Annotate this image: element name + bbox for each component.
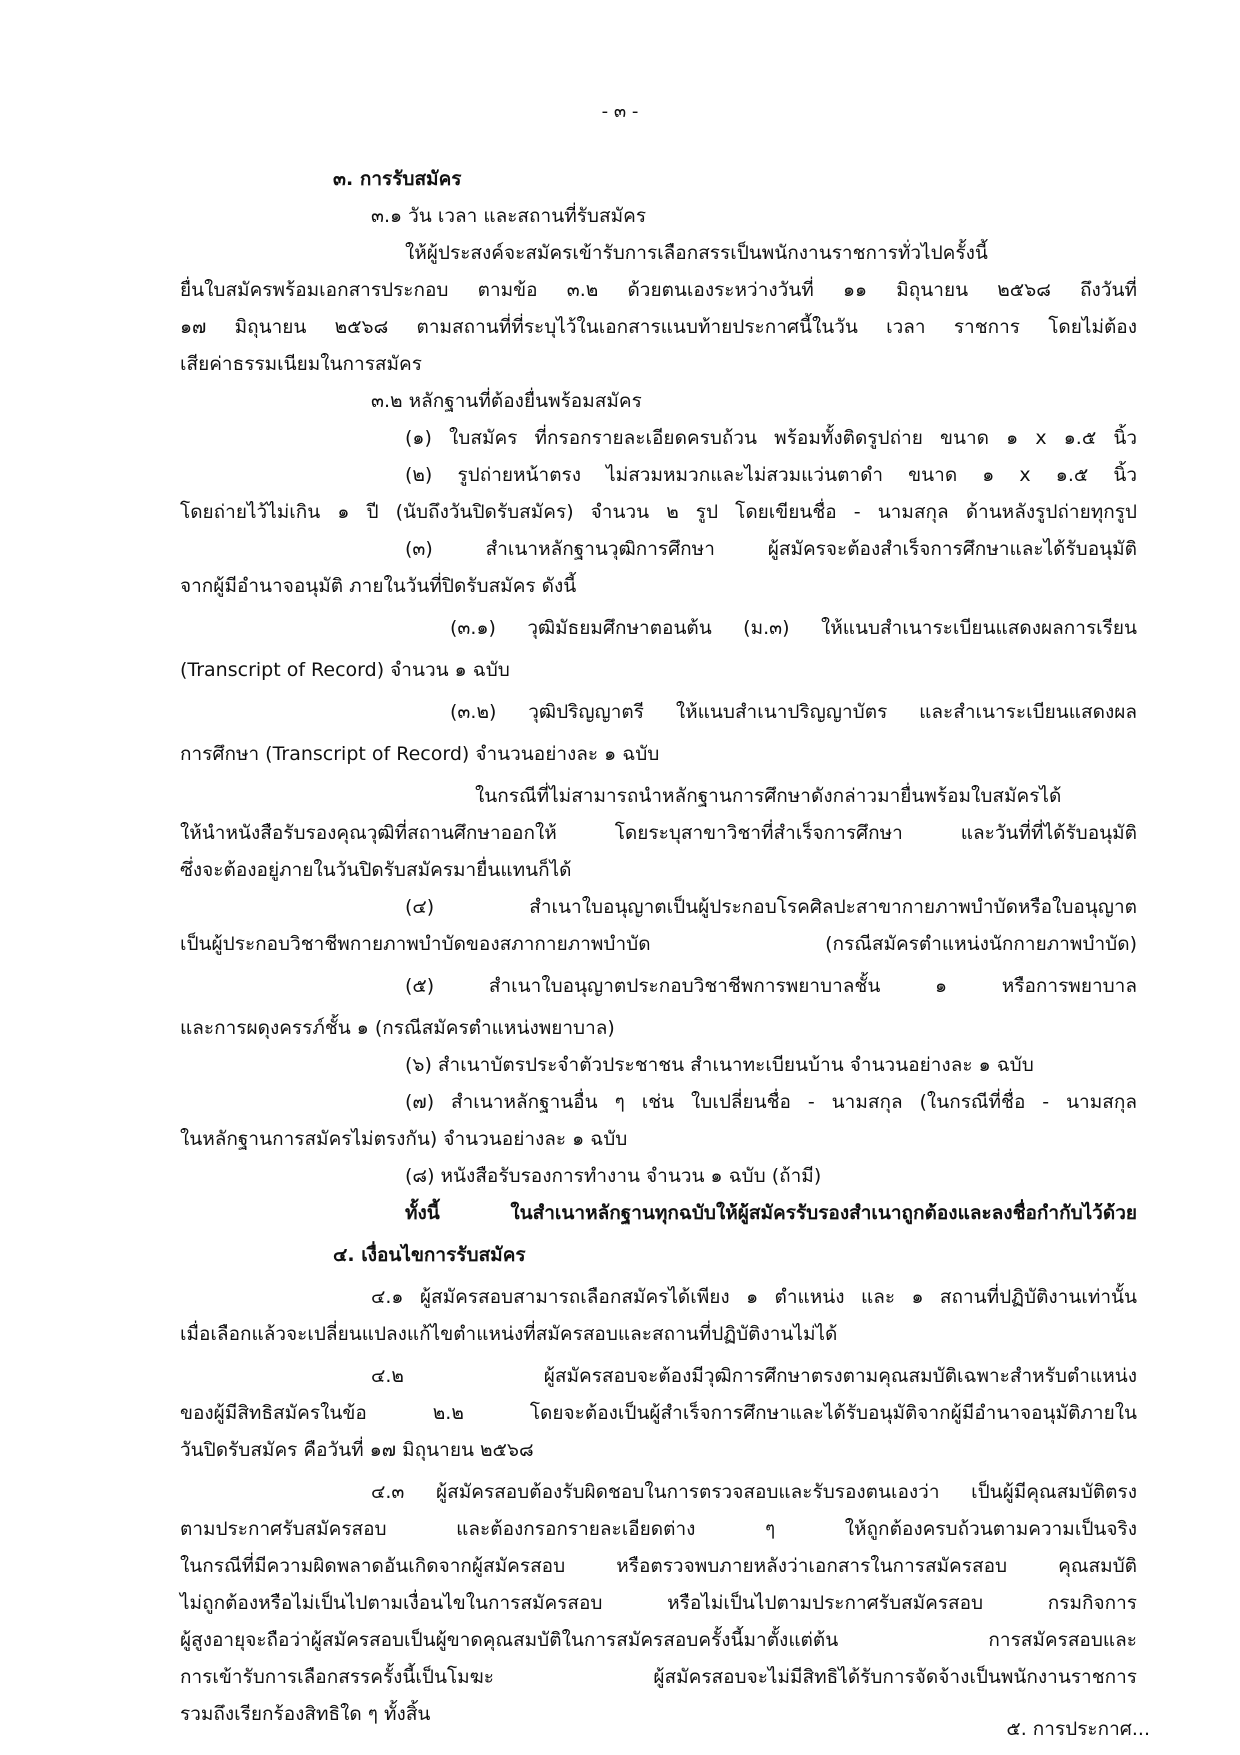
list-item: (๕) สำเนาใบอนุญาตประกอบวิชาชีพการพยาบาลชั้น ๑ หรือการพยาบาล (405, 975, 1137, 997)
certification-note: ทั้งนี้ ในสำเนาหลักฐานทุกฉบับให้ผู้สมัครรับรองสำเนาถูกต้องและลงชื่อกำกับไว้ด้วย (405, 1202, 1137, 1224)
list-item: (๓.๒) วุฒิปริญญาตรี ให้แนบสำเนาปริญญาบัตร และสำเนาระเบียนแสดงผล (450, 701, 1137, 723)
paragraph-line: ของผู้มีสิทธิสมัครในข้อ ๒.๒ โดยจะต้องเป็นผู้สำเร็จการศึกษาและได้รับอนุมัติจากผู้มีอำนาจอนุมัติภายใน (180, 1402, 1137, 1424)
subsection-3-1-heading: ๓.๑ วัน เวลา และสถานที่รับสมัคร (371, 205, 647, 227)
paragraph-line: (Transcript of Record) จำนวน ๑ ฉบับ (180, 659, 510, 681)
section-3-heading: ๓. การรับสมัคร (333, 168, 462, 190)
paragraph-line: ยื่นใบสมัครพร้อมเอกสารประกอบ ตามข้อ ๓.๒ ด้วยตนเองระหว่างวันที่ ๑๑ มิถุนายน ๒๕๖๘ ถึงวันที่ (180, 279, 1137, 301)
paragraph-line: การเข้ารับการเลือกสรรครั้งนี้เป็นโมฆะ ผู้สมัครสอบจะไม่มีสิทธิได้รับการจัดจ้างเป็นพนักงานราชการ (180, 1666, 1137, 1688)
paragraph-line: ในกรณีที่มีความผิดพลาดอันเกิดจากผู้สมัครสอบ หรือตรวจพบภายหลังว่าเอกสารในการสมัครสอบ คุณสมบัติ (180, 1555, 1137, 1577)
list-item: (๖) สำเนาบัตรประจำตัวประชาชน สำเนาทะเบียนบ้าน จำนวนอย่างละ ๑ ฉบับ (405, 1054, 1034, 1076)
list-item: (๗) สำเนาหลักฐานอื่น ๆ เช่น ใบเปลี่ยนชื่อ - นามสกุล (ในกรณีที่ชื่อ - นามสกุล (405, 1091, 1137, 1113)
paragraph-line: การศึกษา (Transcript of Record) จำนวนอย่างละ ๑ ฉบับ (180, 743, 660, 765)
paragraph-line: ๔.๒ ผู้สมัครสอบจะต้องมีวุฒิการศึกษาตรงตามคุณสมบัติเฉพาะสำหรับตำแหน่ง (371, 1365, 1137, 1387)
paragraph-line: รวมถึงเรียกร้องสิทธิใด ๆ ทั้งสิ้น (180, 1703, 431, 1725)
paragraph-line: ผู้สูงอายุจะถือว่าผู้สมัครสอบเป็นผู้ขาดคุณสมบัติในการสมัครสอบครั้งนี้มาตั้งแต่ต้น การสมัครสอบและ (180, 1629, 1137, 1651)
page-number: - ๓ - (601, 101, 639, 122)
paragraph-line: ซึ่งจะต้องอยู่ภายในวันปิดรับสมัครมายื่นแทนก็ได้ (180, 859, 572, 881)
paragraph-line: ตามประกาศรับสมัครสอบ และต้องกรอกรายละเอียดต่าง ๆ ให้ถูกต้องครบถ้วนตามความเป็นจริง (180, 1518, 1137, 1540)
paragraph-line: ให้ผู้ประสงค์จะสมัครเข้ารับการเลือกสรรเป็นพนักงานราชการทั่วไปครั้งนี้ (405, 242, 988, 264)
list-item: (๓.๑) วุฒิมัธยมศึกษาตอนต้น (ม.๓) ให้แนบสำเนาระเบียนแสดงผลการเรียน (450, 617, 1137, 639)
paragraph-line: ๑๗ มิถุนายน ๒๕๖๘ ตามสถานที่ที่ระบุไว้ในเอกสารแนบท้ายประกาศนี้ในวัน เวลา ราชการ โดยไม่ต้อง (180, 316, 1137, 338)
continuation-footer: ๕. การประกาศ... (1006, 1718, 1150, 1740)
paragraph-line: ๔.๓ ผู้สมัครสอบต้องรับผิดชอบในการตรวจสอบและรับรองตนเองว่า เป็นผู้มีคุณสมบัติตรง (371, 1481, 1137, 1503)
paragraph-line: เสียค่าธรรมเนียมในการสมัคร (180, 353, 422, 375)
list-item: (๓) สำเนาหลักฐานวุฒิการศึกษา ผู้สมัครจะต้องสำเร็จการศึกษาและได้รับอนุมัติ (405, 538, 1137, 560)
paragraph-line: วันปิดรับสมัคร คือวันที่ ๑๗ มิถุนายน ๒๕๖๘ (180, 1439, 534, 1461)
list-item: (๔) สำเนาใบอนุญาตเป็นผู้ประกอบโรคศิลปะสาขากายภาพบำบัดหรือใบอนุญาต (405, 896, 1137, 918)
paragraph-line: ในกรณีที่ไม่สามารถนำหลักฐานการศึกษาดังกล่าวมายื่นพร้อมใบสมัครได้ (475, 785, 1062, 807)
paragraph-line: ไม่ถูกต้องหรือไม่เป็นไปตามเงื่อนไขในการสมัครสอบ หรือไม่เป็นไปตามประกาศรับสมัครสอบ กรมกิจการ (180, 1592, 1137, 1614)
paragraph-line: จากผู้มีอำนาจอนุมัติ ภายในวันที่ปิดรับสมัคร ดังนี้ (180, 575, 577, 597)
list-item: (๑) ใบสมัคร ที่กรอกรายละเอียดครบถ้วน พร้อมทั้งติดรูปถ่าย ขนาด ๑ x ๑.๕ นิ้ว (405, 427, 1137, 449)
paragraph-line: โดยถ่ายไว้ไม่เกิน ๑ ปี (นับถึงวันปิดรับสมัคร) จำนวน ๒ รูป โดยเขียนชื่อ - นามสกุล ด้านหลังรูปถ่ายทุกรูป (180, 501, 1137, 523)
list-item: (๒) รูปถ่ายหน้าตรง ไม่สวมหมวกและไม่สวมแว่นตาดำ ขนาด ๑ x ๑.๕ นิ้ว (405, 464, 1137, 486)
paragraph-line: ให้นำหนังสือรับรองคุณวุฒิที่สถานศึกษาออกให้ โดยระบุสาขาวิชาที่สำเร็จการศึกษา และวันที่ที่ได้รับอนุมัติ (180, 822, 1137, 844)
paragraph-line: เป็นผู้ประกอบวิชาชีพกายภาพบำบัดของสภากายภาพบำบัด (กรณีสมัครตำแหน่งนักกายภาพบำบัด) (180, 933, 1137, 955)
section-4-heading: ๔. เงื่อนไขการรับสมัคร (333, 1244, 526, 1266)
subsection-3-2-heading: ๓.๒ หลักฐานที่ต้องยื่นพร้อมสมัคร (371, 390, 642, 412)
paragraph-line: และการผดุงครรภ์ชั้น ๑ (กรณีสมัครตำแหน่งพยาบาล) (180, 1017, 615, 1039)
paragraph-line: เมื่อเลือกแล้วจะเปลี่ยนแปลงแก้ไขตำแหน่งที่สมัครสอบและสถานที่ปฏิบัติงานไม่ได้ (180, 1323, 838, 1345)
list-item: (๘) หนังสือรับรองการทำงาน จำนวน ๑ ฉบับ (ถ้ามี) (405, 1165, 822, 1187)
paragraph-line: ในหลักฐานการสมัครไม่ตรงกัน) จำนวนอย่างละ ๑ ฉบับ (180, 1128, 628, 1150)
paragraph-line: ๔.๑ ผู้สมัครสอบสามารถเลือกสมัครได้เพียง ๑ ตำแหน่ง และ ๑ สถานที่ปฏิบัติงานเท่านั้น (371, 1286, 1137, 1308)
